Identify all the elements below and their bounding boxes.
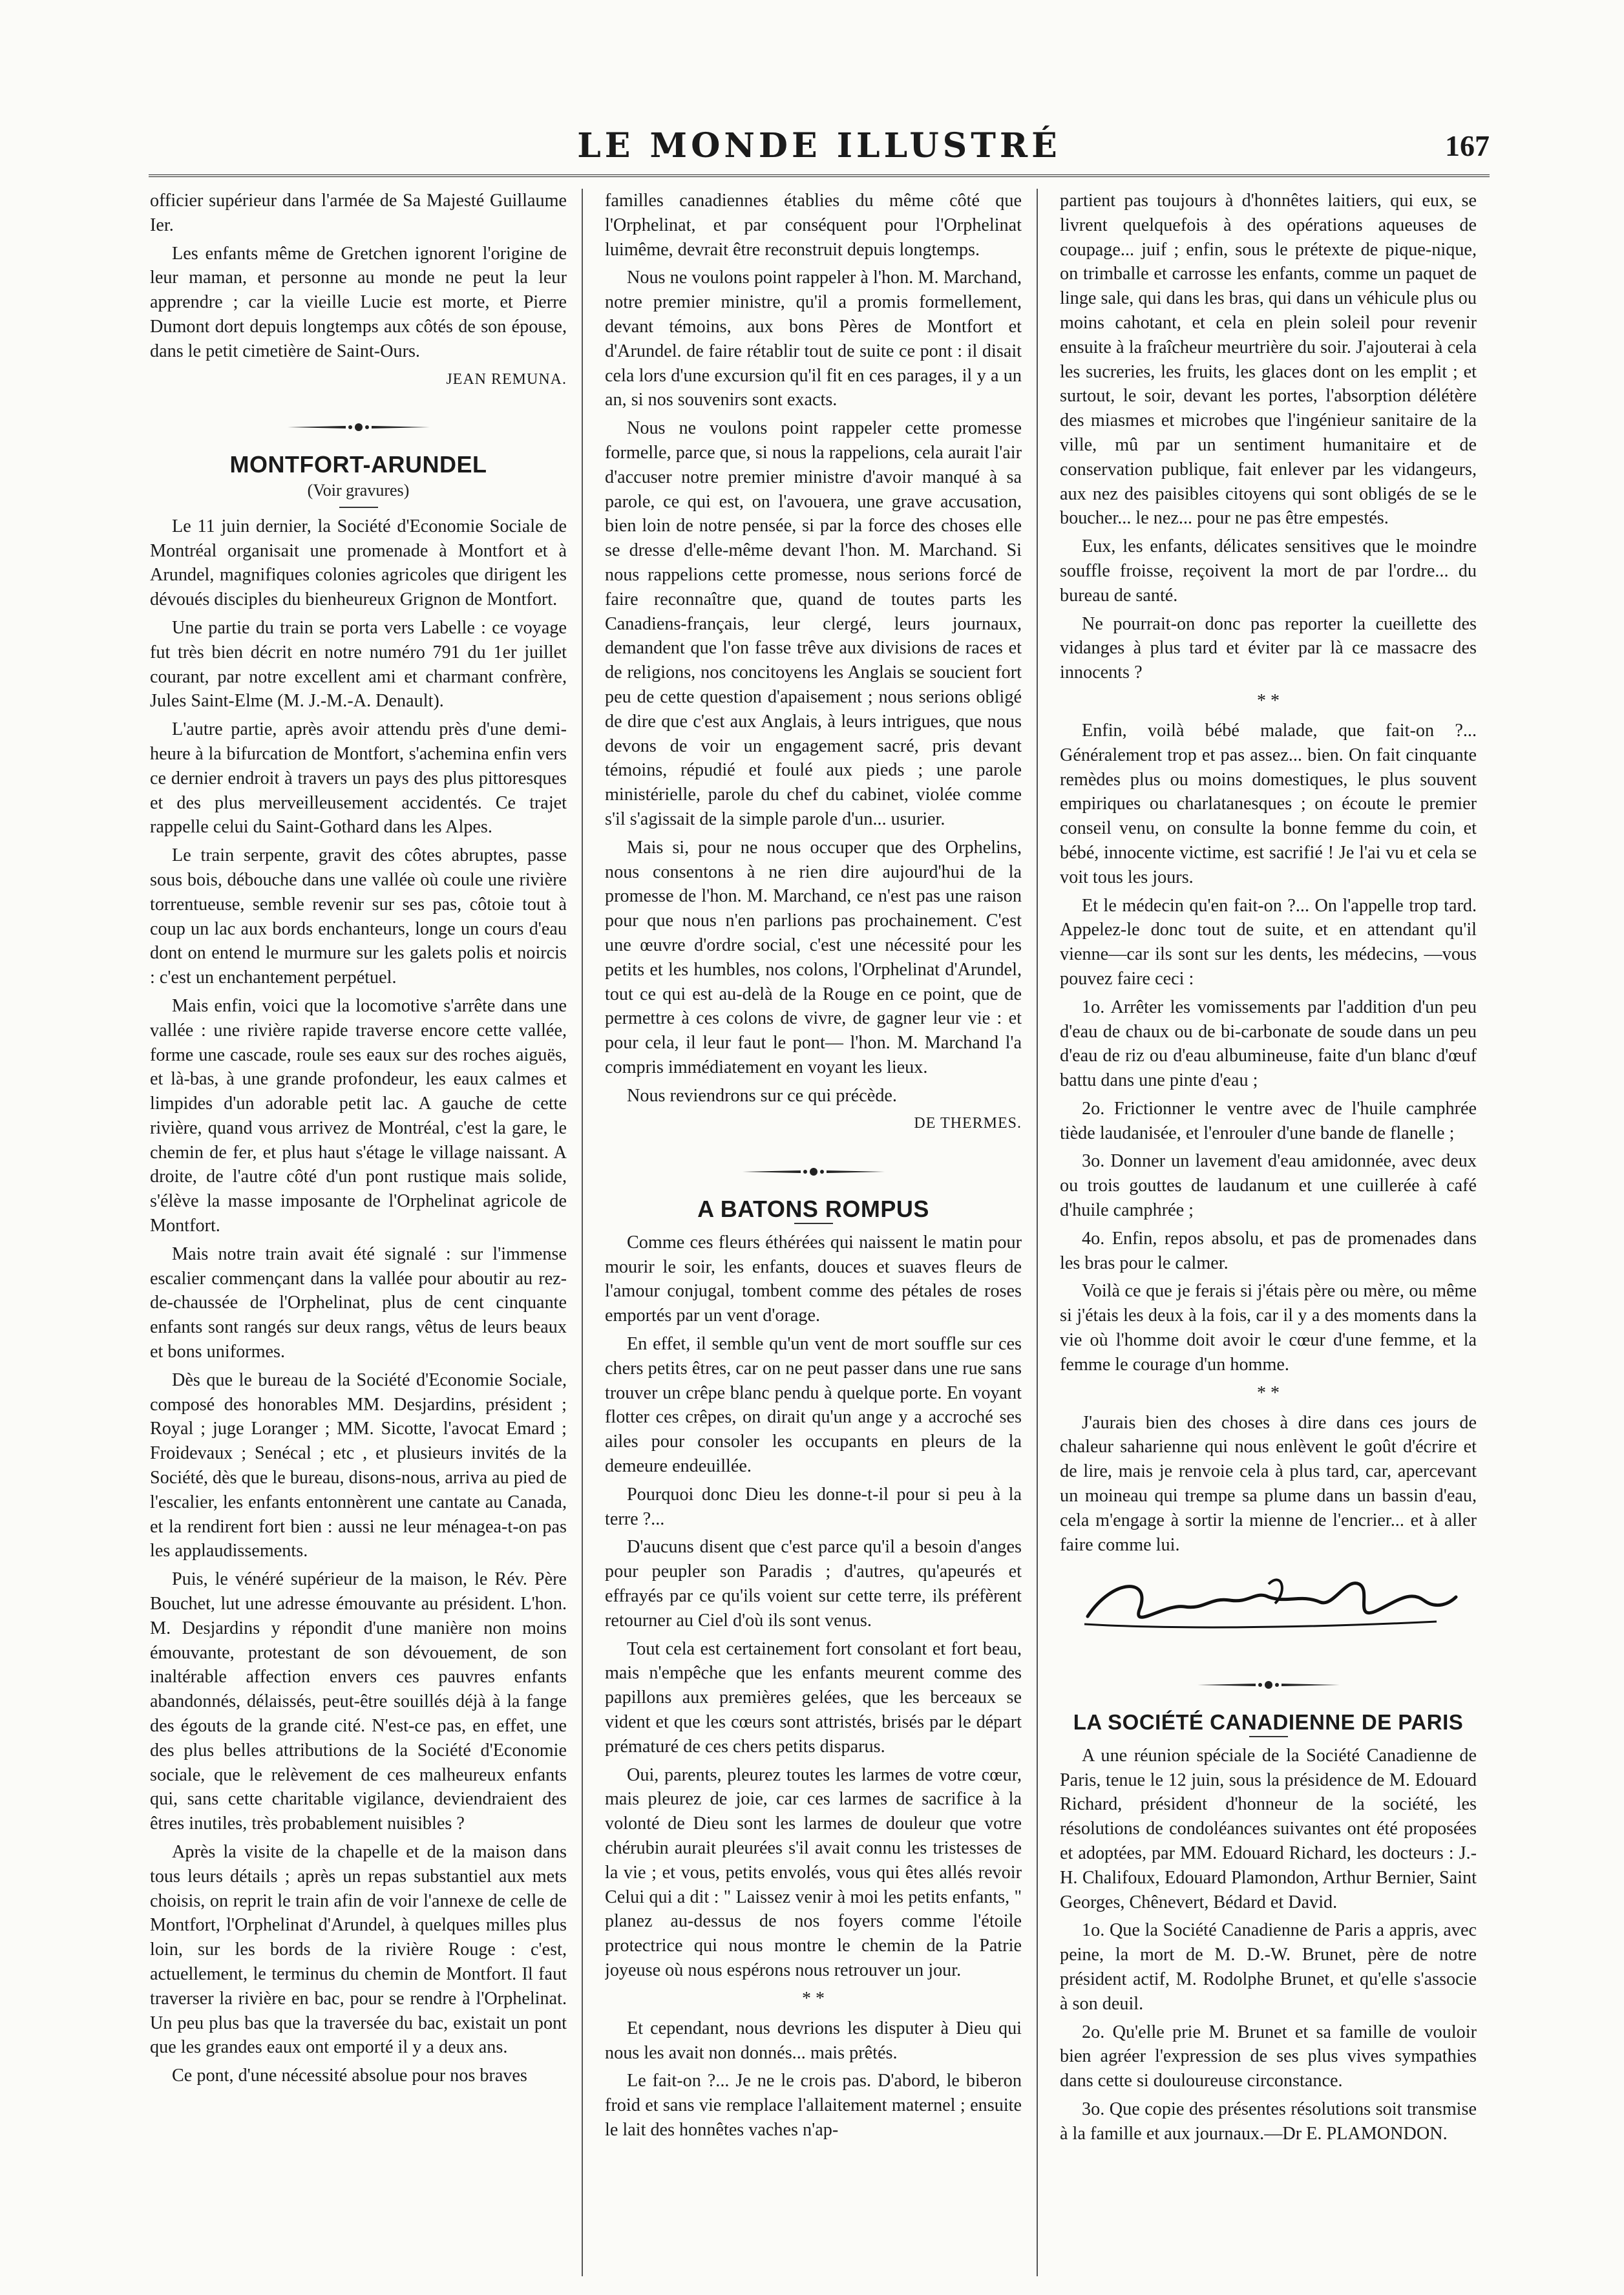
paragraph: 2o. Qu'elle prie M. Brunet et sa famille de vouloir bien agréer l'expression de ses plus vives sympathies dans cette si douloureuse circonstance. (1060, 2022, 1477, 2091)
column-2 (605, 189, 1022, 2276)
ornament-icon (739, 1167, 888, 1177)
article-title: MONTFORT-ARUNDEL (229, 451, 487, 478)
paragraph: Comme ces fleurs éthérées qui naissent le matin pour mourir le soir, les enfants, douces et suaves fleurs de l'amour conjugal, tombent comme des pétales de roses emportés par un vent d'orage. (605, 1232, 1022, 1326)
title-rule (339, 507, 378, 508)
paragraph: En effet, il semble qu'un vent de mort souffle sur ces chers petits êtres, car on ne peut passer dans une rue sans trouver un crêpe blanc pendu à quelque porte. En voyant flotter ces crêpes, on dirait qu'un ange y a accroché ses ailes pour consoler les occupants en pleurs de la demeure endeuillée. (605, 1334, 1022, 1477)
paragraph: Ne pourrait-on donc pas reporter la cueillette des vidanges à plus tard et éviter par là ce massacre des innocents ? (1060, 613, 1477, 683)
title-rule (794, 1223, 833, 1224)
paragraph: L'autre partie, après avoir attendu près d'une demi-heure à la bifurcation de Montfort, s'achemina enfin vers ce dernier endroit à travers un pays des plus pittoresques et des plus merveilleusement accidentés. Ce trajet rappelle celui du Saint-Gothard dans les Alpes. (150, 719, 567, 838)
ornament-divider (150, 415, 567, 439)
column-1 (150, 189, 567, 2276)
paragraph: Mais notre train avait été signalé : sur l'immense escalier commençant dans la vallée pour aboutir au rez-de-chaussée de l'Orphelinat, plus de cent cinquante enfants sont rangés sur deux rangs, vêtus de leurs beaux et bons uniformes. (150, 1243, 567, 1362)
title-rule (1249, 1736, 1288, 1737)
page-number: 167 (1445, 129, 1490, 162)
column-divider (1037, 189, 1038, 2276)
paragraph: Oui, parents, pleurez toutes les larmes de votre cœur, mais pleurez de joie, car ces larmes de sacrifice à la volonté de Dieu sont les larmes de douleur que votre chérubin aurait pleurées s'il avait connu les tristesses de la vie ; et vous, petits envolés, vous qui êtes allés revoir Celui qui a dit : " Laissez venir à moi les petits enfants, " planez au-dessus de nos foyers comme l'étoile protectrice qui nous montre le chemin de la Patrie joyeuse où nous espérons nous retrouver un jour. (605, 1764, 1022, 1980)
paragraph: Puis, le vénéré supérieur de la maison, le Rév. Père Bouchet, lut une adresse émouvante au président. L'hon. M. Desjardins y répondit d'une manière non moins émouvante, protestant de son dévouement, de son inaltérable affection envers ces pauvres enfants abandonnés, délaissés, peut-être souillés déjà à la fange des égouts de la grande cité. N'est-ce pas, en effet, une des plus belles attributions de la Société d'Economie sociale, que le relèvement de ces malheureux enfants qui, sans cette charitable vigilance, deviendraient des êtres inutiles, très probablement nuisibles ? (150, 1569, 567, 1834)
paragraph: Ce pont, d'une nécessité absolue pour nos braves (172, 2066, 527, 2086)
paragraph: Pourquoi donc Dieu les donne-t-il pour si peu à la terre ?... (605, 1484, 1022, 1529)
ornament-divider (605, 1159, 1022, 1184)
article-title: LA SOCIÉTÉ CANADIENNE DE PARIS (1073, 1710, 1464, 1735)
header-rule (149, 175, 1490, 177)
paragraph: 4o. Enfin, repos absolu, et pas de promenades dans les bras pour le calmer. (1060, 1228, 1477, 1273)
paragraph: Les enfants même de Gretchen ignorent l'origine de leur maman, et personne au monde ne peut la leur apprendre ; car la vieille Lucie est morte, et Pierre Dumont dort depuis longtemps aux côtés de son épouse, dans le petit cimetière de Saint-Ours. (150, 243, 567, 361)
paragraph: Mais enfin, voici que la locomotive s'arrête dans une vallée : une rivière rapide traverse encore cette vallée, forme une cascade, roule ses eaux sur des roches aiguës, et là-bas, à une grande profondeur, les eaux calmes et limpides d'un adorable petit lac. A gauche de cette rivière, quand vous arrivez de Montréal, c'est la gare, le chemin de fer, et plus haut s'étage le village naissant. A droite, de l'autre côté d'un pont rustique mais solide, s'élève la masse imposante de l'Orphelinat agricole de Montfort. (150, 995, 567, 1236)
paragraph: Mais si, pour ne nous occuper que des Orphelins, nous consentons à ne rien dire aujourd'hui de la promesse de l'hon. M. Marchand, ce n'est pas une raison pour que nous n'en parlions pas prochainement. C'est une œuvre d'ordre social, c'est une nécessité pour les petits et les humbles, nos colons, l'Orphelinat d'Arundel, tout ce qui est au-delà de la Rouge en ce point, que de permettre à ces colons de vivre, de gagner leur vie : et pour cela, il leur faut le pont— l'hon. M. Marchand l'a compris immédiatement en voyant les lieux. (605, 837, 1022, 1077)
paragraph: Dès que le bureau de la Société d'Economie Sociale, composé des honorables MM. Desjardins, président ; Royal ; juge Loranger ; MM. Sicotte, l'avocat Emard ; Froidevaux ; Senécal ; etc , et plusieurs invités de la Société, dès que le bureau, disons-nous, arriva au pied de l'escalier, les enfants entonnèrent une cantate au Canada, et la rendirent fort bien : aussi ne leur ménagea-t-on pas les applaudissements. (150, 1370, 567, 1561)
paragraph: Tout cela est certainement fort consolant et fort beau, mais n'empêche que les enfants meurent comme des papillons aux premières gelées, que les berceaux se vident et que les cœurs sont attristés, brisés par le départ prématuré de ces chers petits disparus. (605, 1638, 1022, 1757)
paragraph: J'aurais bien des choses à dire dans ces jours de chaleur saharienne qui nous enlèvent le goût d'écrire et de lire, mais je renvoie cela à plus tard, car, apercevant un moineau qui trempe sa plume dans un bassin d'eau, cela m'engage à sortir la mienne de l'encrier... et à aller faire comme lui. (1060, 1412, 1477, 1555)
ornament-icon (1194, 1680, 1343, 1690)
paragraph: 1o. Arrêter les vomissements par l'addition d'un peu d'eau de chaux ou de bi-carbonate de soude dans un peu d'eau de riz ou d'eau albumineuse, faite d'un blanc d'œuf battu dans une pinte d'eau ; (1060, 997, 1477, 1091)
author-signature: DE THERMES. (914, 1115, 1022, 1132)
paragraph: 1o. Que la Société Canadienne de Paris a appris, avec peine, la mort de M. D.-W. Brunet, père de notre président actif, M. Rodolphe Brunet, et qu'elle s'associe à son deuil. (1060, 1920, 1477, 2014)
paragraph: Et le médecin qu'en fait-on ?... On l'appelle trop tard. Appelez-le donc tout de suite, et en attendant qu'il vienne—car ils sont sur les dents, les médecins, —vous pouvez faire ceci : (1060, 895, 1477, 989)
column-3 (1060, 189, 1477, 2276)
paragraph: Le 11 juin dernier, la Société d'Economie Sociale de Montréal organisait une promenade à Montfort et à Arundel, magnifiques colonies agricoles que dirigent les dévoués disciples du bienheureux Grignon de Montfort. (150, 516, 567, 610)
paragraph: Nous ne voulons point rappeler cette promesse formelle, parce que, si nous la rappelions, cela aurait l'air d'accuser notre premier ministre d'avoir manqué à sa parole, ce qui est, on l'avouera, une grave accusation, bien loin de notre pensée, si par la force des choses elle se dresse d'elle-même devant l'hon. M. Marchand. Si nous rappelions cette promesse, nous serions forcé de faire reconnaître que, quand de toutes parts les Canadiens-français, leur clergé, leurs journaux, demandent que l'on fasse trêve aux divisions de races et de religions, nos concitoyens les Anglais se soucient fort peu de cette question d'apaisement ; nous serions obligé de dire que c'est aux Anglais, à leurs intrigues, que nous devons de voir un engagement sacré, pris devant témoins, répudié et foulé aux pieds ; une parole ministérielle, parole du chef du cabinet, violée comme s'il s'agissait de la simple parole d'un... usurier. (605, 418, 1022, 829)
author-signature: JEAN REMUNA. (446, 370, 567, 388)
paragraph: D'aucuns disent que c'est parce qu'il a besoin d'anges pour peupler son Paradis ; d'autres, qu'apeurés et effrayés par ce qu'ils voient sur cette terre, ils préfèrent retourner au Ciel d'où ils sont venus. (605, 1537, 1022, 1631)
paragraph: A une réunion spéciale de la Société Canadienne de Paris, tenue le 12 juin, sous la présidence de M. Edouard Richard, président d'honneur de la société, les résolutions de condoléances suivantes ont été proposées et adoptées, par MM. Edouard Richard, les docteurs : J.-H. Chalifoux, Edouard Plamondon, Arthur Bernier, Saint Georges, Chênevert, Bédard et David. (1060, 1745, 1477, 1912)
ornament-divider (1060, 1673, 1477, 1697)
asterism: * * (1257, 1382, 1280, 1403)
paragraph: Nous ne voulons point rappeler à l'hon. M. Marchand, notre premier ministre, qu'il a promis formellement, devant témoins, aux bons Pères de Montfort et d'Arundel. de faire rétablir tout de suite ce pont : il disait cela lors d'une excursion qu'il fit en ces parages, il y a un an, si nos souvenirs sont exacts. (605, 268, 1022, 410)
masthead: LE MONDE ILLUSTRÉ (577, 126, 1061, 165)
ornament-icon (284, 422, 433, 432)
signature-image (1075, 1565, 1462, 1642)
paragraph: familles canadiennes établies du même côté que l'Orphelinat, et par conséquent pour l'Orphelinat luimême, devrait être reconstruit depuis longtemps. (605, 191, 1022, 260)
paragraph: Nous reviendrons sur ce qui précède. (627, 1085, 897, 1106)
page-header (149, 126, 1490, 171)
paragraph: Eux, les enfants, délicates sensitives que le moindre souffle froisse, reçoivent la mort de par l'ordre... du bureau de santé. (1060, 536, 1477, 606)
paragraph: Après la visite de la chapelle et de la maison dans tous leurs détails ; après un repas substantiel aux mets choisis, on reprit le train afin de voir l'annexe de celle de Montfort, l'Orphelinat d'Arundel, à quelques milles plus loin, sur les bords de la rivière Rouge : c'est, actuellement, le terminus du chemin de Montfort. Il faut traverser la rivière en bac, pour se rendre à l'Orphelinat. Un peu plus bas que la traversée du bac, existait un pont que les grandes eaux ont emporté il y a deux ans. (150, 1842, 567, 2058)
paragraph: Enfin, voilà bébé malade, que fait-on ?... Généralement trop et pas assez... bien. On fait cinquante remèdes plus ou moins domestiques, le plus souvent empiriques ou charlatanesques ; on écoute le premier conseil venu, on consulte la bonne femme du coin, et bébé, innocente victime, est sacrifié ! Je l'ai vu et cela se voit tous les jours. (1060, 720, 1477, 887)
paragraph: Une partie du train se porta vers Labelle : ce voyage fut très bien décrit en notre numéro 791 du 1er juillet courant, par notre excellent ami et charmant confrère, Jules Saint-Elme (M. J.-M.-A. Denault). (150, 617, 567, 712)
paragraph: 3o. Donner un lavement d'eau amidonnée, avec deux ou trois gouttes de laudanum et une cuillerée à café d'huile camphrée ; (1060, 1151, 1477, 1221)
paragraph: officier supérieur dans l'armée de Sa Majesté Guillaume Ier. (150, 191, 567, 235)
column-divider (582, 189, 583, 2276)
asterism: * * (1257, 690, 1280, 711)
paragraph: 2o. Frictionner le ventre avec de l'huile camphrée tiède laudanisée, et l'enrouler d'une bande de flanelle ; (1060, 1098, 1477, 1143)
article-title: A BATONS ROMPUS (697, 1196, 929, 1223)
paragraph: Le fait-on ?... Je ne le crois pas. D'abord, le biberon froid et sans vie remplace l'allaitement maternel ; ensuite le lait des honnêtes vaches n'ap- (605, 2071, 1022, 2140)
paragraph: 3o. Que copie des présentes résolutions soit transmise à la famille et aux journaux.—Dr E. PLAMONDON. (1060, 2099, 1477, 2144)
asterism: * * (802, 1988, 825, 2009)
paragraph: Et cependant, nous devrions les disputer à Dieu qui nous les avait non donnés... mais prêtés. (605, 2018, 1022, 2063)
paragraph: Voilà ce que je ferais si j'étais père ou mère, ou même si j'étais les deux à la fois, car il y a des moments dans la vie où l'homme doit avoir le cœur d'une femme, et la femme le courage d'un homme. (1060, 1281, 1477, 1375)
handwritten-signature (1060, 1565, 1477, 1649)
paragraph: Le train serpente, gravit des côtes abruptes, passe sous bois, débouche dans une vallée où coule une rivière torrentueuse, semble revenir sur ses pas, côtoie tout à coup un lac aux bords enchanteurs, longe un cours d'eau dont on entend le murmure sur les galets polis et noircis : c'est un enchantement perpétuel. (150, 845, 567, 988)
paragraph: partient pas toujours à d'honnêtes laitiers, qui eux, se livrent quelquefois à des opérations aqueuses de coupage... juif ; enfin, sous le prétexte de pique-nique, on trimballe et carrosse les enfants, comme un paquet de linge sale, qui dans les bras, qui dans un véhicule plus ou moins cahotant, et cela en plein soleil pour revenir ensuite à la fraîcheur meurtrière du soir. J'ajouterai à cela les sucreries, les fruits, les glaces dont on les emplit ; et surtout, le soir, devant les portes, l'absorption délétère des miasmes et microbes que l'ingénieur sanitaire de la ville, mû par un sentiment humanitaire et de conservation publique, fait enlever par les vidangeurs, aux nez des paisibles citoyens qui sont obligés de se le boucher... le nez... pour ne pas être empestés. (1060, 191, 1477, 529)
article-subtitle: (Voir gravures) (307, 480, 410, 500)
